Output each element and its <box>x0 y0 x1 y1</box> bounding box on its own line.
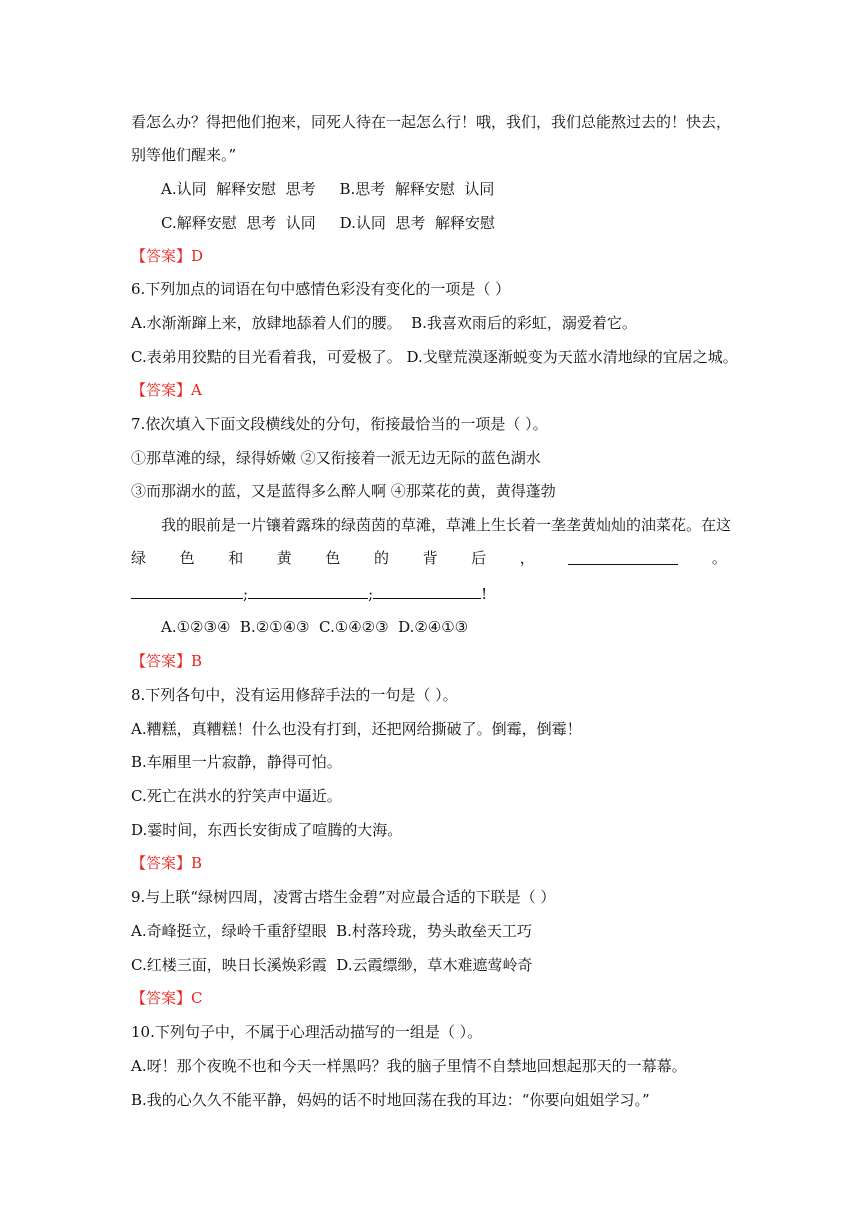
q6-answer <box>131 380 202 400</box>
passage-char: 后 <box>471 549 487 567</box>
q6-options-row-2: C.表弟用狡黠的目光看着我，可爱极了。 D.戈壁荒漠逐渐蜕变为天蓝水清地绿的宜居之城。 <box>131 348 738 366</box>
passage-period: 。 <box>711 549 727 567</box>
q8-option-b: B.车厢里一片寂静，静得可怕。 <box>131 753 342 771</box>
q6-options-row-1: A.水渐渐蹿上来，放肆地舔着人们的腰。 B.我喜欢雨后的彩虹，溺爱着它。 <box>131 314 637 332</box>
spread-text <box>131 548 727 570</box>
passage-char: 黄 <box>276 549 292 567</box>
answer-value: A <box>191 381 202 399</box>
q7-clauses-row-2: ③而那湖水的蓝，又是蓝得多么醉人啊 ④那菜花的黄，黄得蓬勃 <box>131 482 556 500</box>
q7-clauses-row-1: ①那草滩的绿，绿得娇嫩 ②又衔接着一派无边无际的蓝色湖水 <box>131 449 541 467</box>
q9-options-row-2: C.红楼三面，映日长溪焕彩霞 D.云霞缥缈，草木难遮莺岭奇 <box>131 956 533 974</box>
q5-answer <box>131 246 203 266</box>
answer-value: C <box>191 989 203 1007</box>
answer-label: 【答案】 <box>131 854 192 872</box>
q7-answer <box>131 651 202 671</box>
q8-option-d: D.霎时间，东西长安街成了喧腾的大海。 <box>131 821 403 839</box>
q9-stem: 9.与上联“绿树四周，凌霄古塔生金碧”对应最合适的下联是（ ） <box>131 888 556 906</box>
fill-blank-1[interactable] <box>568 548 678 570</box>
answer-label: 【答案】 <box>131 247 192 265</box>
q10-stem: 10.下列句子中，不属于心理活动描写的一组是（ ）。 <box>131 1023 483 1041</box>
q8-stem: 8.下列各句中，没有运用修辞手法的一句是（ ）。 <box>131 686 458 704</box>
passage-char: 的 <box>373 549 389 567</box>
q10-option-b: B.我的心久久不能平静，妈妈的话不时地回荡在我的耳边：“你要向姐姐学习。” <box>131 1091 650 1109</box>
passage-char: 绿 <box>131 549 147 567</box>
separator: ; <box>243 585 249 603</box>
answer-value: B <box>191 652 203 670</box>
end-mark: ! <box>481 585 488 603</box>
passage-char: 背 <box>422 549 438 567</box>
q7-stem: 7.依次填入下面文段横线处的分句，衔接最恰当的一项是（ ）。 <box>131 415 548 433</box>
q9-answer <box>131 988 203 1008</box>
separator: ; <box>368 585 374 603</box>
fill-blank-3[interactable] <box>248 582 368 599</box>
q8-option-a: A.糟糕，真糟糕！什么也没有打到，还把网给撕破了。倒霉，倒霉！ <box>131 720 582 738</box>
carry-text-line-1: 看怎么办？得把他们抱来，同死人待在一起怎么行！哦，我们，我们总能熬过去的！快去， <box>131 113 732 131</box>
answer-label: 【答案】 <box>131 989 192 1007</box>
q6-stem: 6.下列加点的词语在句中感情色彩没有变化的一项是（ ） <box>131 280 511 298</box>
passage-char: ， <box>519 549 535 567</box>
q7-passage-line-2 <box>131 548 727 570</box>
carry-text-line-2: 别等他们醒来。” <box>131 146 237 164</box>
q7-passage-line-3 <box>131 582 487 604</box>
q5-options-row-1: A.认同 解释安慰 思考 B.思考 解释安慰 认同 <box>161 180 495 198</box>
answer-value: D <box>191 247 204 265</box>
answer-value: B <box>191 854 203 872</box>
passage-char: 和 <box>228 549 244 567</box>
q8-option-c: C.死亡在洪水的狞笑声中逼近。 <box>131 787 342 805</box>
passage-char: 色 <box>179 549 195 567</box>
q7-passage-line-1: 我的眼前是一片镶着露珠的绿茵茵的草滩，草滩上生长着一垄垄黄灿灿的油菜花。在这 <box>161 516 732 534</box>
q10-option-a: A.呀！那个夜晚不也和今天一样黑吗？我的脑子里情不自禁地回想起那天的一幕幕。 <box>131 1057 687 1075</box>
answer-label: 【答案】 <box>131 381 192 399</box>
q8-answer <box>131 853 202 873</box>
q7-options: A.①②③④ B.②①④③ C.①④②③ D.②④①③ <box>161 618 469 636</box>
q9-options-row-1: A.奇峰挺立，绿岭千重舒望眼 B.村落玲珑，势头敢垒天工巧 <box>131 922 532 940</box>
fill-blank-2[interactable] <box>131 582 243 599</box>
fill-blank-4[interactable] <box>373 582 481 599</box>
passage-char: 色 <box>325 549 341 567</box>
q5-options-row-2: C.解释安慰 思考 认同 D.认同 思考 解释安慰 <box>161 214 495 232</box>
answer-label: 【答案】 <box>131 652 192 670</box>
